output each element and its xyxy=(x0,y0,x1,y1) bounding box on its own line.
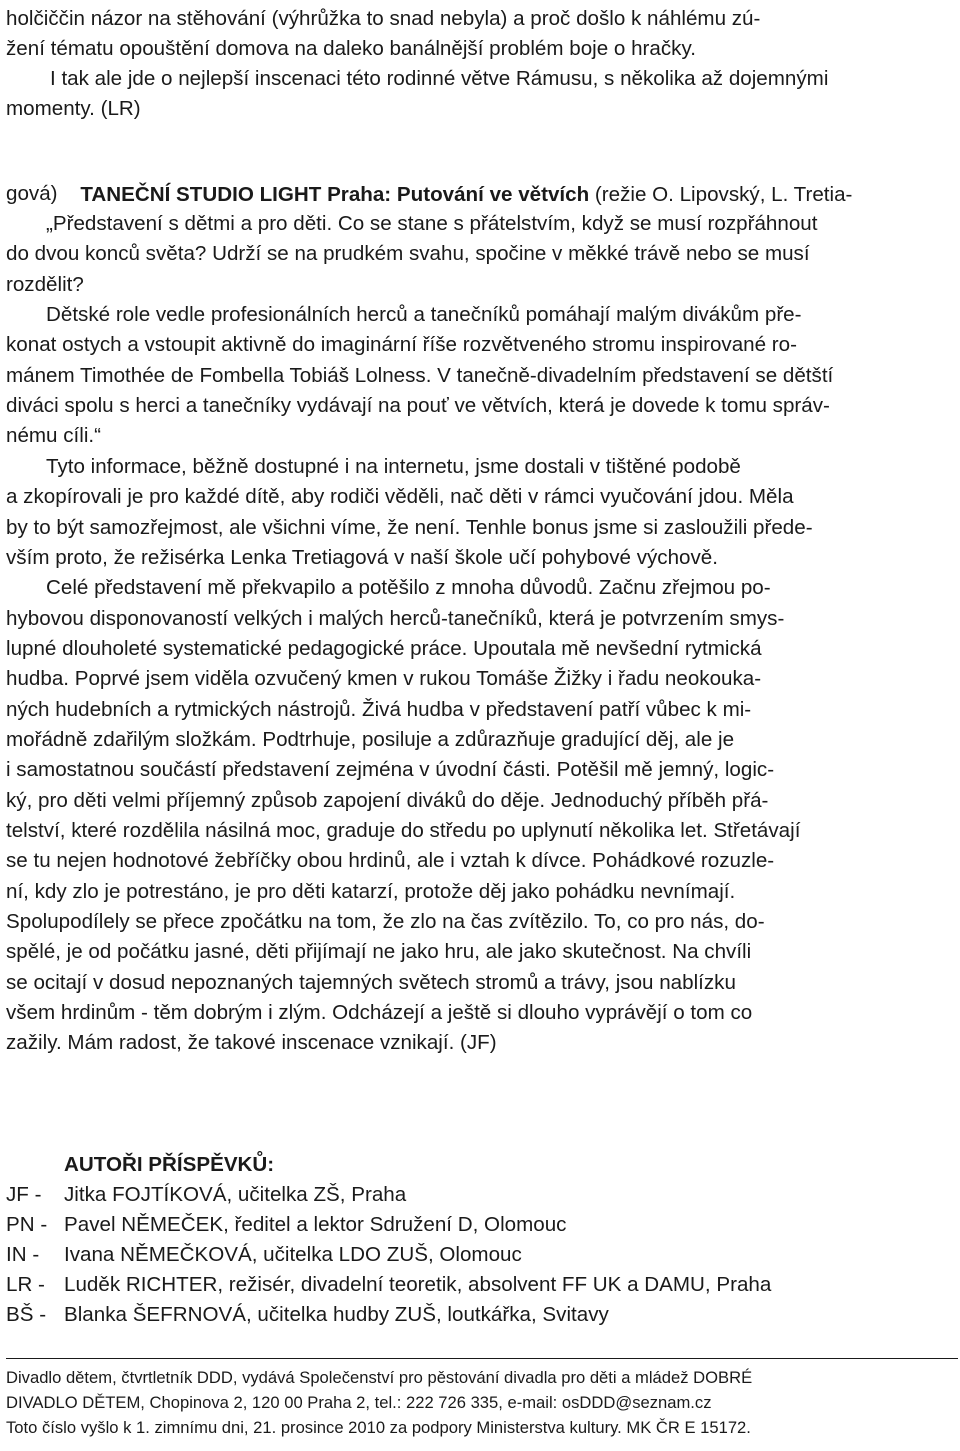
paragraph-line: ní, kdy zlo je potrestáno, je pro děti katarzí, protože děj jako pohádku nevnímají. xyxy=(6,879,736,903)
author-row xyxy=(6,1300,958,1330)
paragraph-line: vším proto, že režisérka Lenka Tretiagová v naší škole učí pohybové výchově. xyxy=(6,545,718,569)
paragraph-line: ký, pro děti velmi příjemný způsob zapojení diváků do děje. Jednoduchý příběh přá- xyxy=(6,788,769,812)
author-row xyxy=(6,1270,958,1300)
article-line: holčiččin názor na stěhování (výhrůžka to snad nebyla) a proč došlo k náhlému zú- xyxy=(6,7,761,30)
paragraph-line: rozdělit? xyxy=(6,272,84,296)
authors-list xyxy=(6,1180,958,1330)
author-row xyxy=(6,1240,958,1270)
paragraph-line: konat ostych a vstoupit aktivně do imaginární říše rozvětveného stromu inspirované ro- xyxy=(6,333,797,357)
heading-title: TANEČNÍ STUDIO LIGHT Praha: Putování ve větvích xyxy=(80,182,590,206)
footer-line: DIVADLO DĚTEM, Chopinova 2, 120 00 Praha 2, tel.: 222 726 335, e-mail: osDDD@seznam.cz xyxy=(6,1393,712,1412)
author-code: PN - xyxy=(6,1213,48,1236)
author-text: Luděk RICHTER, režisér, divadelní teoretik, absolvent FF UK a DAMU, Praha xyxy=(64,1273,772,1296)
author-code: IN - xyxy=(6,1243,40,1266)
paragraph-line: i samostatnou součástí představení zejména v úvodní části. Potěšil mě jemný, logic- xyxy=(6,758,775,782)
paragraph-line: spělé, je od počátku jasné, děti přijímají ne jako hru, ale jako skutečnost. Na chvíli xyxy=(6,940,752,964)
paragraph-line: mánem Timothée de Fombella Tobiáš Lolness. V tanečně-divadelním představení se dětští xyxy=(6,363,834,387)
paragraph-line: Tyto informace, běžně dostupné i na internetu, jsme dostali v tištěné podobě xyxy=(46,454,741,478)
footer-line: Toto číslo vyšlo k 1. zimnímu dni, 21. prosince 2010 za podpory Ministerstva kultury. MK ČR E 15172. xyxy=(6,1418,751,1437)
heading-credits: (režie O. Lipovský, L. Tretia- xyxy=(589,182,853,206)
paragraph-line: hudba. Poprvé jsem viděla ozvučený kmen v rukou Tomáše Žižky i řadu neokouka- xyxy=(6,667,762,691)
paragraph-line: Celé představení mě překvapilo a potěšilo z mnoha důvodů. Začnu zřejmou po- xyxy=(46,576,771,600)
paragraph-line: všem hrdinům - těm dobrým i zlým. Odcházejí a ještě si dlouho vyprávějí o tom co xyxy=(6,1001,753,1025)
paragraph-line: do dvou konců světa? Udrží se na prudkém svahu, spočine v měkké trávě nebo se musí xyxy=(6,242,810,266)
paragraph-line: se ocitají v dosud nepoznaných tajemných světech stromů a trávy, jsou nablízku xyxy=(6,970,736,994)
authors-title: AUTOŘI PŘÍSPĚVKŮ: xyxy=(64,1153,275,1176)
paragraph-line: diváci spolu s herci a tanečníky vydávají na pouť ve větvích, která je dovede k tomu správ- xyxy=(6,394,830,418)
paragraph-line: se tu nejen hodnotové žebříčky obou hrdinů, ale i vztah k dívce. Pohádkové rozuzle- xyxy=(6,849,775,873)
heading-continuation: gová) xyxy=(6,182,58,205)
article-line: I tak ale jde o nejlepší inscenaci této rodinné větve Rámusu, s několika až dojemnými xyxy=(50,67,829,90)
paragraph-line: Dětské role vedle profesionálních herců a tanečníků pomáhají malým divákům pře- xyxy=(46,303,802,327)
paragraph-line: Spolupodílely se přece zpočátku na tom, že zlo na čas zvítězilo. To, co pro nás, do- xyxy=(6,910,765,934)
author-code: BŠ - xyxy=(6,1303,47,1326)
paragraph-line: telství, které rozdělila násilná moc, graduje do středu po uplynutí několika let. Střetávají xyxy=(6,819,801,842)
paragraph-line: zažily. Mám radost, že takové inscenace vznikají. (JF) xyxy=(6,1031,497,1055)
author-code: LR - xyxy=(6,1273,45,1296)
author-row xyxy=(6,1180,958,1210)
author-text: Pavel NĚMEČEK, ředitel a lektor Sdružení D, Olomouc xyxy=(64,1213,567,1236)
article-line: momenty. (LR) xyxy=(6,97,141,120)
footer-line: Divadlo dětem, čtvrtletník DDD, vydává Společenství pro pěstování divadla pro děti a mládež DOBRÉ xyxy=(6,1368,753,1387)
paragraph-line: nému cíli.“ xyxy=(6,424,101,448)
author-text: Blanka ŠEFRNOVÁ, učitelka hudby ZUŠ, loutkářka, Svitavy xyxy=(64,1303,609,1326)
paragraph-line: a zkopírovali je pro každé dítě, aby rodiči věděli, nač děti v rámci vyučování jdou. Měla xyxy=(6,485,794,509)
paragraph-line: ných hudebních a rytmických nástrojů. Živá hudba v představení patří vůbec k mi- xyxy=(6,697,752,721)
author-row xyxy=(6,1210,958,1240)
paragraph-line: „Představení s dětmi a pro děti. Co se stane s přátelstvím, když se musí rozpřáhnout xyxy=(46,212,818,235)
author-text: Ivana NĚMEČKOVÁ, učitelka LDO ZUŠ, Olomouc xyxy=(64,1243,522,1266)
paragraph-line: lupné dlouholeté systematické pedagogické práce. Upoutala mě nevšední rytmická xyxy=(6,636,762,660)
imprint-footer xyxy=(6,1358,958,1440)
author-text: Jitka FOJTÍKOVÁ, učitelka ZŠ, Praha xyxy=(64,1183,407,1206)
article-line: žení tématu opouštění domova na daleko banálnější problém boje o hračky. xyxy=(6,37,696,60)
authors-section xyxy=(6,1150,958,1330)
author-code: JF - xyxy=(6,1183,42,1206)
paragraph-line: hybovou disponovaností velkých i malých herců-tanečníků, která je potvrzením smys- xyxy=(6,606,785,630)
paragraph-line: by to být samozřejmost, ale všichni víme, že není. Tenhle bonus jsme si zasloužili přede- xyxy=(6,515,813,539)
paragraph-line: mořádně zdařilým složkám. Podtrhuje, posiluje a zdůrazňuje gradující děj, ale je xyxy=(6,727,735,751)
